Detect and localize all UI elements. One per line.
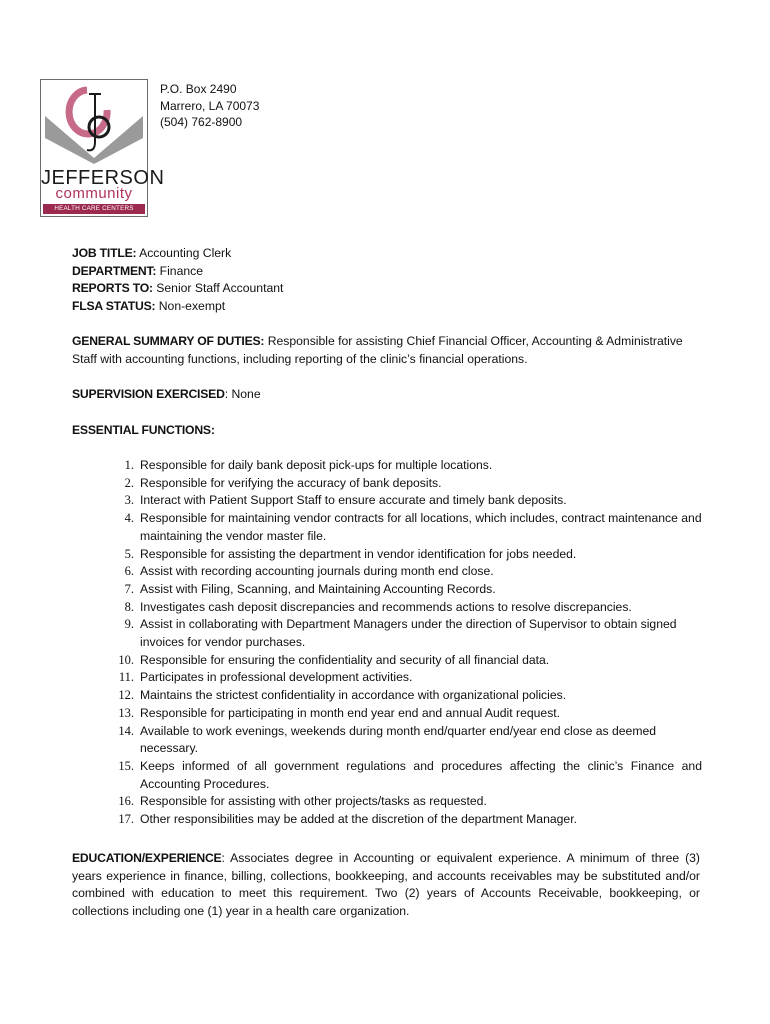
function-item-text: Other responsibilities may be added at the discretion of the department Manager. [140, 812, 577, 827]
supervision-exercised [72, 386, 700, 404]
function-item-number: 12. [118, 688, 134, 703]
supervision-value: : None [224, 387, 261, 401]
function-item-number: 17. [118, 812, 134, 827]
logo-text-jefferson: JEFFERSON [41, 167, 165, 189]
function-item [110, 492, 702, 510]
function-item-text: Responsible for daily bank deposit pick-ups for multiple locations. [140, 458, 493, 472]
function-item-text: Assist in collaborating with Department Managers under the direction of Supervisor to obtain signed invoices for vendor purchases. [140, 617, 677, 650]
function-item [110, 599, 702, 617]
function-item [110, 616, 702, 651]
function-item [110, 563, 702, 581]
logo-emblem [41, 80, 147, 170]
function-item-number: 6. [124, 564, 134, 579]
function-item [110, 510, 702, 545]
function-item-text: Interact with Patient Support Staff to ensure accurate and timely bank deposits. [140, 493, 567, 508]
function-item-number: 4. [124, 511, 134, 526]
function-item [110, 652, 702, 670]
flsa-status-row [72, 298, 283, 316]
essential-functions-heading [72, 422, 700, 440]
address-phone: (504) 762-8900 [160, 115, 243, 129]
function-item-number: 13. [118, 705, 134, 720]
function-item-number: 8. [124, 599, 134, 614]
function-item-number: 3. [124, 493, 134, 508]
education-text: : Associates degree in Accounting or equivalent experience. A minimum of three (3) years experience in finance, billing, collections, bookkeeping, and accounts receivables may be substituted and/or combined with education to meet this requirement. Two (2) years of Accounts Receivable, bookkeeping, or collections including one (1) year in a health care organization. [72, 851, 700, 919]
logo-text-community: community [55, 185, 133, 202]
address-city: Marrero, LA 70073 [160, 98, 260, 113]
function-item-number: 11. [118, 670, 134, 685]
logo-text-band: HEALTH CARE CENTERS [43, 204, 145, 214]
function-item-text: Participates in professional development activities. [140, 670, 413, 685]
job-title-row [72, 245, 283, 263]
job-info-block [72, 245, 283, 316]
function-item [110, 457, 702, 475]
reports-to-value: Senior Staff Accountant [156, 281, 284, 296]
reports-to-label: REPORTS TO: [72, 281, 153, 296]
flsa-status-value: Non-exempt [158, 299, 226, 314]
function-item-number: 5. [124, 546, 134, 561]
function-item [110, 723, 702, 758]
department-label: DEPARTMENT: [72, 263, 157, 278]
function-item-number: 7. [124, 581, 134, 596]
function-item-text: Maintains the strictest confidentiality in accordance with organizational policies. [140, 688, 567, 703]
address-po-box: P.O. Box 2490 [160, 82, 237, 96]
function-item-number: 16. [118, 794, 134, 809]
function-item-text: Responsible for assisting the department in vendor identification for jobs needed. [140, 546, 577, 561]
general-summary-label: GENERAL SUMMARY OF DUTIES: [72, 334, 265, 348]
function-item-text: Responsible for maintaining vendor contracts for all locations, which includes, contract maintenance and maintaining the vendor master file. [140, 511, 702, 543]
function-item-text: Responsible for verifying the accuracy of bank deposits. [140, 475, 442, 490]
function-item-number: 1. [124, 458, 134, 472]
job-title-label: JOB TITLE: [72, 246, 137, 260]
general-summary [72, 333, 700, 368]
general-summary-text: Responsible for assisting Chief Financial Officer, Accounting & Administrative Staff with accounting functions, including reporting of the clinic’s financial operations. [72, 334, 683, 366]
essential-functions-label: ESSENTIAL FUNCTIONS: [72, 423, 215, 437]
function-item-text: Responsible for ensuring the confidentiality and security of all financial data. [140, 652, 550, 667]
address-block [160, 81, 259, 131]
function-item-number: 10. [118, 652, 134, 667]
department-value: Finance [159, 263, 203, 278]
flsa-status-label: FLSA STATUS: [72, 299, 156, 314]
supervision-label: SUPERVISION EXERCISED [72, 387, 225, 401]
function-item-number: 9. [124, 617, 134, 632]
function-item-text: Available to work evenings, weekends during month end/quarter end/year end close as deemed necessary. [140, 723, 657, 756]
function-item-number: 15. [118, 758, 134, 773]
function-item [110, 811, 702, 829]
function-item-text: Responsible for participating in month end year end and annual Audit request. [140, 705, 561, 720]
job-title-value: Accounting Clerk [139, 246, 232, 260]
organization-logo [40, 79, 165, 217]
education-label: EDUCATION/EXPERIENCE [72, 851, 222, 865]
function-item [110, 687, 702, 705]
function-item [110, 581, 702, 599]
education-experience [72, 850, 700, 921]
department-row [72, 263, 283, 281]
reports-to-row [72, 280, 283, 298]
function-item-text: Assist with recording accounting journals during month end close. [140, 564, 494, 579]
function-item [110, 793, 702, 811]
function-item-number: 2. [124, 475, 134, 490]
function-item [110, 475, 702, 493]
function-item [110, 758, 702, 793]
function-item [110, 669, 702, 687]
function-item-text: Investigates cash deposit discrepancies and recommends actions to resolve discrepancies. [140, 599, 632, 614]
function-item-text: Assist with Filing, Scanning, and Maintaining Accounting Records. [140, 581, 496, 596]
function-item-text: Responsible for assisting with other projects/tasks as requested. [140, 794, 487, 809]
essential-functions-list [110, 457, 702, 829]
function-item [110, 705, 702, 723]
function-item-text: Keeps informed of all government regulations and procedures affecting the clinic’s Finance and Accounting Procedures. [140, 758, 702, 791]
function-item [110, 546, 702, 564]
function-item-number: 14. [118, 723, 134, 738]
